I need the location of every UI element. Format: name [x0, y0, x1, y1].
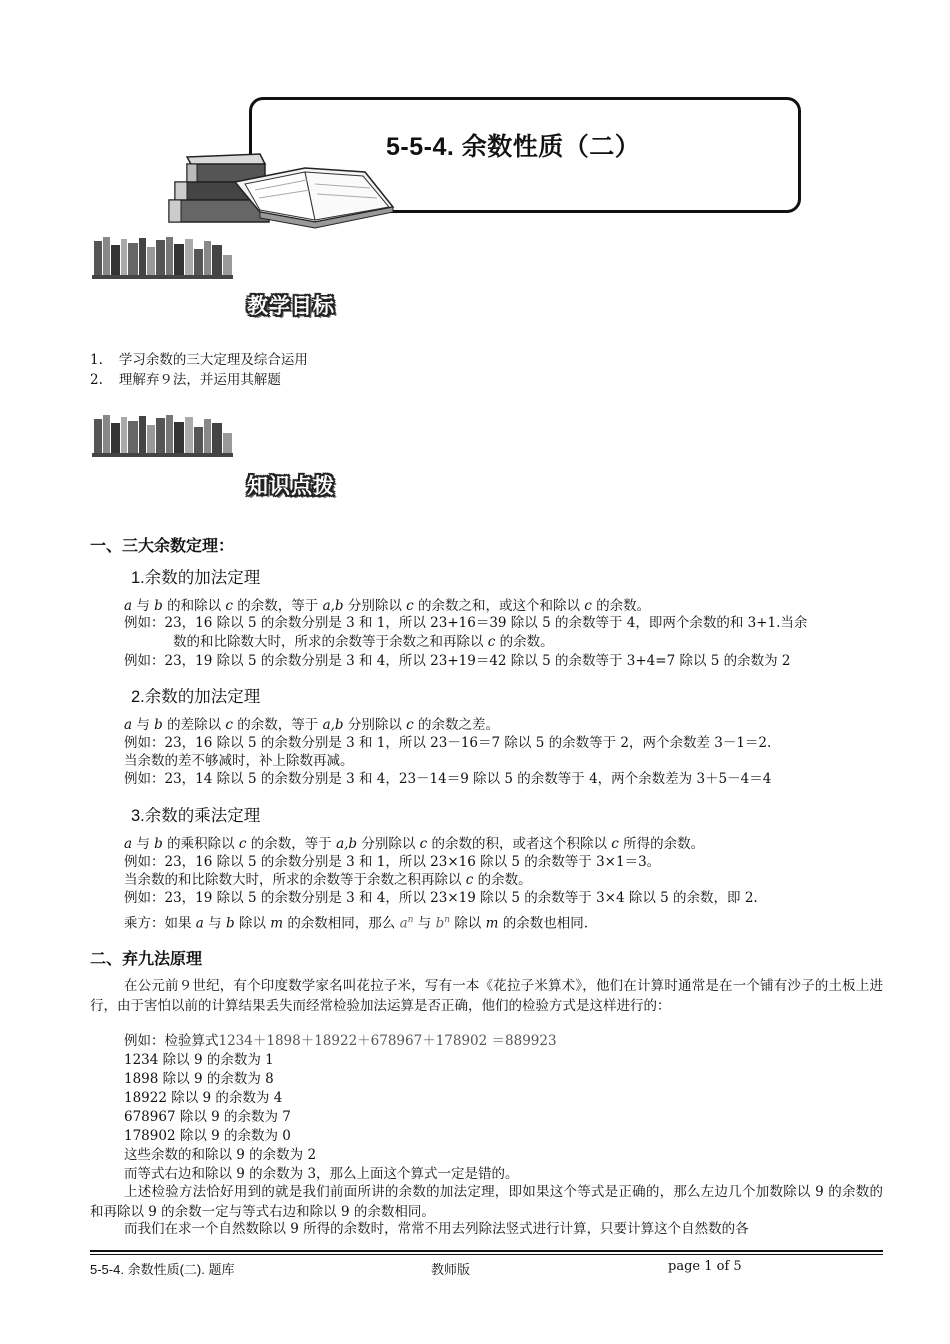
- books-illustration: [165, 152, 397, 232]
- footer-edition: 教师版: [431, 1262, 471, 1277]
- remainder-line: 1234 除以 9 的余数为 1: [124, 1052, 274, 1068]
- theorem-1-heading: 1.余数的加法定理: [131, 569, 261, 587]
- power-rule: 乘方：如果 a 与 b 除以 m 的余数相同，那么 $a^n$ 与 $b^n$ 除以 m 的余数也相同.: [124, 915, 589, 932]
- theorem-2-example-1: 例如：23，16 除以 5 的余数分别是 3 和 1，所以 23－16＝7 除以 5 的余数等于 2，两个余数差 3－1＝2.: [124, 735, 772, 751]
- casting-nines-continued: 而我们在求一个自然数除以 9 所得的余数时，常常不用去列除法竖式进行计算，只要计算这个自然数的各: [124, 1221, 749, 1237]
- remainder-line: 18922 除以 9 的余数为 4: [124, 1090, 283, 1106]
- remainder-line: 678967 除以 9 的余数为 7: [124, 1109, 291, 1125]
- footer-rule: [90, 1254, 883, 1255]
- heading-three-theorems: 一、三大余数定理：: [90, 538, 235, 555]
- section-label-goals: 教学目标: [247, 295, 335, 318]
- theorem-2-note: 当余数的差不够减时，补上除数再减。: [124, 753, 354, 769]
- theorem-1-example-1-cont: 数的和比除数大时，所求的余数等于余数之和再除以 c 的余数。: [173, 634, 554, 650]
- theorem-3-example-2: 例如：23，19 除以 5 的余数分别是 3 和 4，所以 23×19 除以 5 的余数等于 3×4 除以 5 的余数，即 2.: [124, 890, 758, 906]
- remainder-line: 这些余数的和除以 9 的余数为 2: [124, 1147, 317, 1163]
- theorem-2-rule: a 与 b 的差除以 c 的余数，等于 a,b 分别除以 c 的余数之差。: [124, 717, 499, 733]
- check-example: 例如：检验算式1234＋1898＋18922＋678967＋178902 ＝889923: [124, 1033, 557, 1049]
- theorem-2-heading: 2.余数的加法定理: [131, 688, 261, 706]
- theorem-3-heading: 3.余数的乘法定理: [131, 807, 261, 825]
- casting-nines-explanation: 上述检验方法恰好用到的就是我们前面所讲的余数的加法定理，即如果这个等式是正确的，那么左边几个加数除以 9 的余数的和再除以 9 的余数一定与等式右边和除以 9 的余数相同。: [90, 1184, 883, 1220]
- theorem-3-note: 当余数的和比除数大时，所求的余数等于余数之积再除以 c 的余数。: [124, 872, 532, 888]
- footer-doc-name: 5-5-4. 余数性质(二). 题库: [90, 1262, 235, 1277]
- footer-rule: [90, 1250, 883, 1252]
- theorem-2-example-2: 例如：23，14 除以 5 的余数分别是 3 和 4，23－14＝9 除以 5 的余数等于 4，两个余数差为 3＋5－4＝4: [124, 771, 772, 787]
- remainder-line: 178902 除以 9 的余数为 0: [124, 1128, 291, 1144]
- page-title: 5-5-4. 余数性质（二）: [386, 133, 641, 161]
- goal-item: 2. 理解弃９法，并运用其解题: [90, 372, 281, 388]
- bookshelf-icon: [90, 235, 235, 280]
- remainder-line: 1898 除以 9 的余数为 8: [124, 1071, 274, 1087]
- theorem-3-example-1: 例如：23，16 除以 5 的余数分别是 3 和 1，所以 23×16 除以 5 的余数等于 3×1＝3。: [124, 854, 661, 870]
- remainder-line: 而等式右边和除以 9 的余数为 3，那么上面这个算式一定是错的。: [124, 1166, 519, 1182]
- goal-item: 1. 学习余数的三大定理及综合运用: [90, 352, 308, 368]
- theorem-3-rule: a 与 b 的乘积除以 c 的余数，等于 a,b 分别除以 c 的余数的积，或者这个积除以 c 所得的余数。: [124, 836, 705, 852]
- theorem-1-example-2: 例如：23，19 除以 5 的余数分别是 3 和 4，所以 23+19＝42 除以 5 的余数等于 3+4=7 除以 5 的余数为 2: [124, 653, 791, 669]
- casting-nines-intro: 在公元前９世纪，有个印度数学家名叫花拉子米，写有一本《花拉子米算术》，他们在计算时通常是在一个铺有沙子的土板上进行，由于害怕以前的计算结果丢失而经常检验加法运算是否正确，他们的检验方式是这样进行的：: [90, 978, 883, 1014]
- bookshelf-icon: [90, 413, 235, 458]
- section-label-knowledge: 知识点拨: [247, 475, 335, 498]
- heading-casting-out-nines: 二、弃九法原理: [90, 951, 203, 968]
- footer-page-number: page 1 of 5: [668, 1259, 742, 1274]
- theorem-1-rule: a 与 b 的和除以 c 的余数，等于 a,b 分别除以 c 的余数之和，或这个和除以 c 的余数。: [124, 598, 651, 614]
- theorem-1-example-1: 例如：23，16 除以 5 的余数分别是 3 和 1，所以 23+16＝39 除以 5 的余数等于 4，即两个余数的和 3+1.当余: [124, 615, 808, 631]
